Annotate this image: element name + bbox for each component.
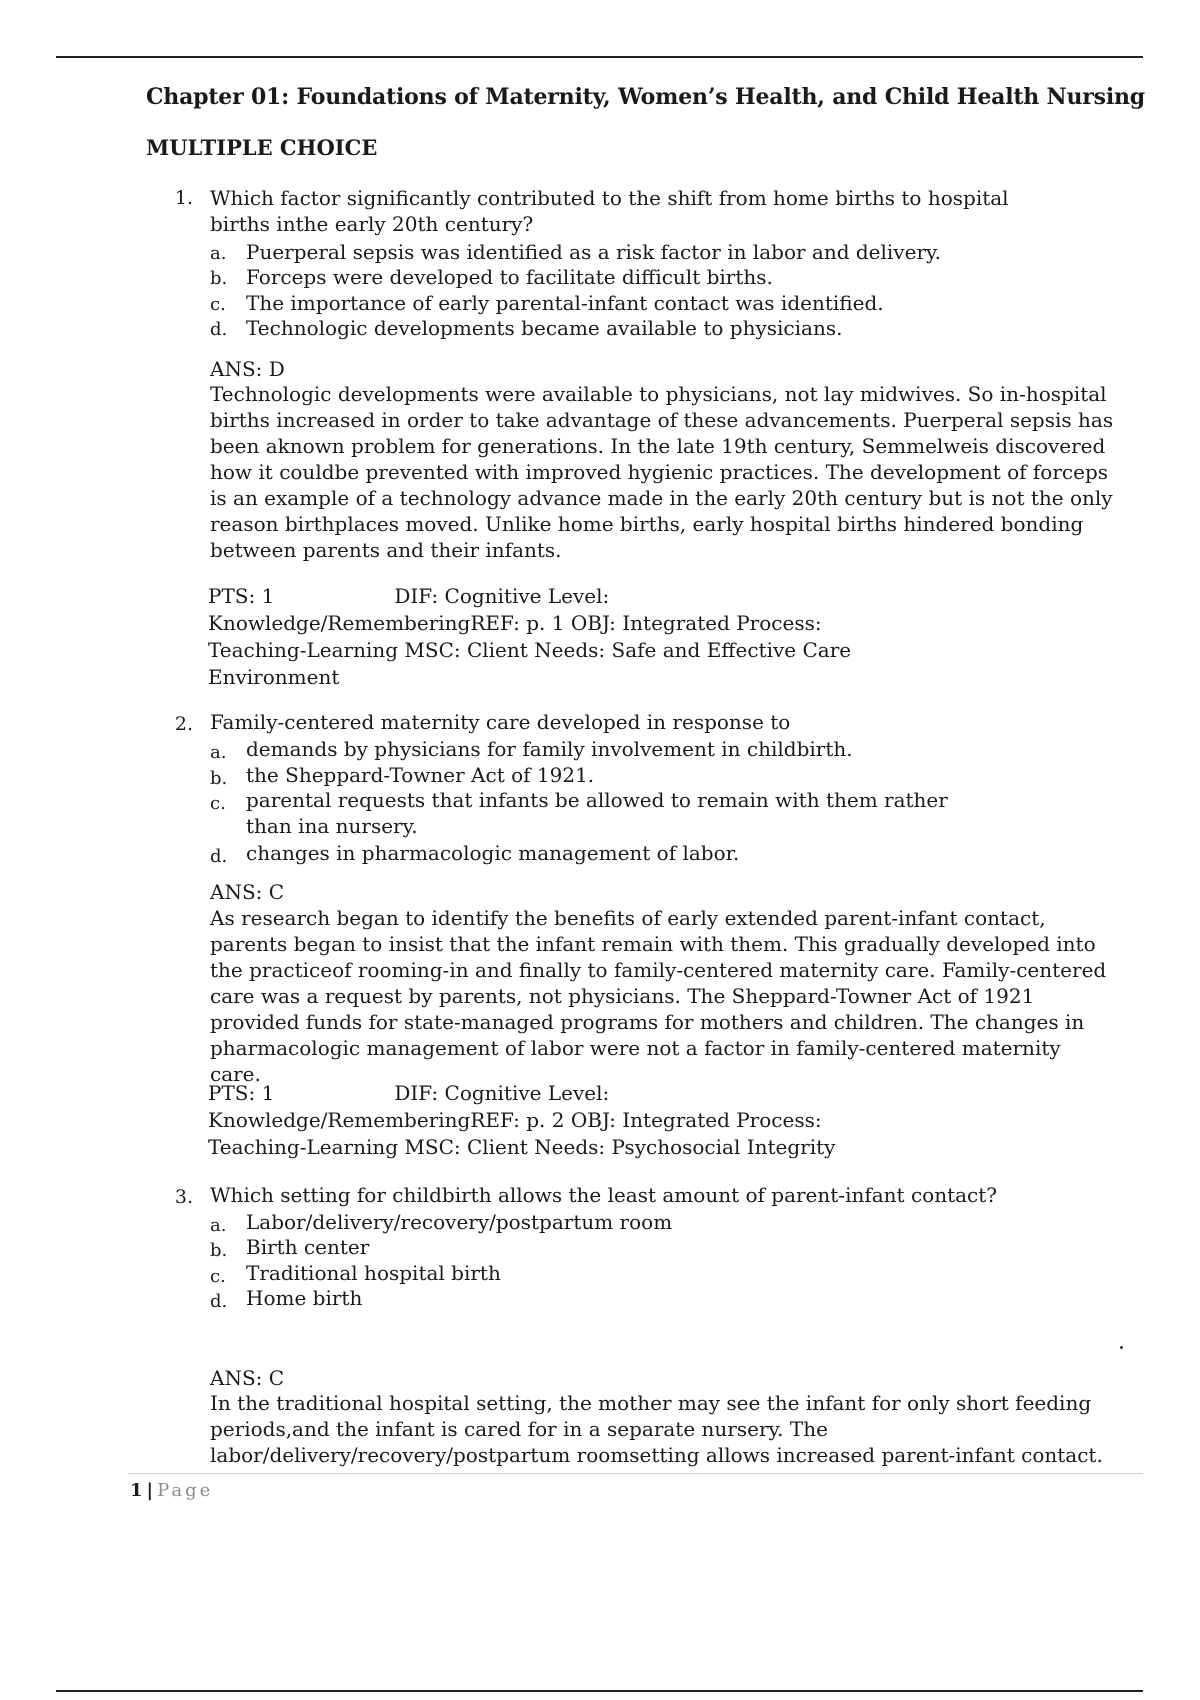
footer-divider: [128, 1473, 1143, 1474]
option-letter: a.: [210, 742, 227, 763]
bottom-rule: [56, 1690, 1143, 1692]
option-letter: d.: [210, 319, 228, 340]
option-letter: d.: [210, 1291, 228, 1312]
points-label: PTS: 1: [208, 584, 275, 608]
option-letter: b.: [210, 768, 228, 789]
page-label: Page: [157, 1480, 214, 1501]
question-text: Which factor significantly contributed to the shift from home births to hospital births inthe early 20th century?: [210, 186, 1009, 236]
page-number: 1: [130, 1480, 143, 1501]
question-number: 3.: [174, 1186, 193, 1208]
option-letter: d.: [210, 846, 228, 867]
section-heading: MULTIPLE CHOICE: [146, 135, 378, 160]
option-text: Forceps were developed to facilitate difficult births.: [246, 265, 773, 289]
option-letter: c.: [210, 793, 226, 814]
top-rule: [56, 56, 1143, 58]
option-text: The importance of early parental-infant contact was identified.: [246, 291, 884, 315]
chapter-title: Chapter 01: Foundations of Maternity, Women’s Health, and Child Health Nursing: [146, 84, 1145, 110]
option-text: Technologic developments became available to physicians.: [246, 316, 843, 340]
option-letter: b.: [210, 1240, 228, 1261]
question-number: 2.: [174, 713, 193, 735]
option-text: Labor/delivery/recovery/postpartum room: [246, 1210, 673, 1234]
option-text: Traditional hospital birth: [246, 1261, 501, 1285]
rationale-line: labor/delivery/recovery/postpartum roomsetting allows increased parent-infant contact.: [210, 1443, 1103, 1467]
option-text: Home birth: [246, 1286, 363, 1310]
rationale-line: periods,and the infant is cared for in a separate nursery. The: [210, 1417, 828, 1441]
option-text: the Sheppard-Towner Act of 1921.: [246, 763, 595, 787]
question-text: Which setting for childbirth allows the least amount of parent-infant contact?: [210, 1183, 997, 1207]
option-letter: a.: [210, 243, 227, 264]
option-letter: a.: [210, 1215, 227, 1236]
option-text: changes in pharmacologic management of labor.: [246, 841, 740, 865]
question-metadata: [208, 1080, 848, 1161]
page-footer: [130, 1480, 213, 1501]
option-text: Birth center: [246, 1235, 370, 1259]
meta-line: Knowledge/RememberingREF: p. 2 OBJ: Integrated Process:: [208, 1108, 822, 1132]
rationale-text: [210, 1390, 1130, 1468]
question-metadata: [208, 583, 852, 691]
difficulty-label: DIF: Cognitive Level:: [394, 584, 610, 608]
answer-key: ANS: D: [210, 357, 285, 381]
option-text: parental requests that infants be allowed to remain with them rather than ina nursery.: [246, 788, 948, 838]
option-text: demands by physicians for family involvement in childbirth.: [246, 737, 853, 761]
option-letter: b.: [210, 268, 228, 289]
rationale-text: As research began to identify the benefits of early extended parent-infant contact, parents began to insist that the infant remain with them. This gradually developed into the practiceof rooming-in and finally to family-centered maternity care. Family-centered care was a request by parents, not physicians. The Sheppard-Towner Act of 1921 provided funds for state-managed programs for mothers and children. The changes in pharmacologic management of labor were not a factor in family-centered maternity care.: [210, 906, 1107, 1086]
rationale-line: In the traditional hospital setting, the mother may see the infant for only short feeding: [210, 1391, 1092, 1415]
meta-line: Knowledge/RememberingREF: p. 1 OBJ: Integrated Process:: [208, 611, 822, 635]
option-text: Puerperal sepsis was identified as a risk factor in labor and delivery.: [246, 240, 941, 264]
option-letter: c.: [210, 1266, 226, 1287]
option-letter: c.: [210, 294, 226, 315]
stray-mark: [1120, 1346, 1123, 1349]
rationale-text: Technologic developments were available to physicians, not lay midwives. So in-hospital births increased in order to take advantage of these advancements. Puerperal sepsis has been aknown problem for generations. In the late 19th century, Semmelweis discovered how it couldbe prevented with improved hygienic practices. The development of forceps is an example of a technology advance made in the early 20th century but is not the only reason birthplaces moved. Unlike home births, early hospital births hindered bonding between parents and their infants.: [210, 382, 1114, 562]
question-number: 1.: [174, 187, 193, 209]
question-text: Family-centered maternity care developed in response to: [210, 710, 791, 734]
points-label: PTS: 1: [208, 1081, 275, 1105]
meta-line: Teaching-Learning MSC: Client Needs: Safe and Effective Care: [208, 638, 852, 662]
meta-line: Environment: [208, 665, 340, 689]
answer-key: ANS: C: [210, 880, 285, 904]
answer-key: ANS: C: [210, 1366, 285, 1390]
footer-separator: |: [146, 1480, 154, 1501]
difficulty-label: DIF: Cognitive Level:: [394, 1081, 610, 1105]
meta-line: Teaching-Learning MSC: Client Needs: Psychosocial Integrity: [208, 1135, 836, 1159]
